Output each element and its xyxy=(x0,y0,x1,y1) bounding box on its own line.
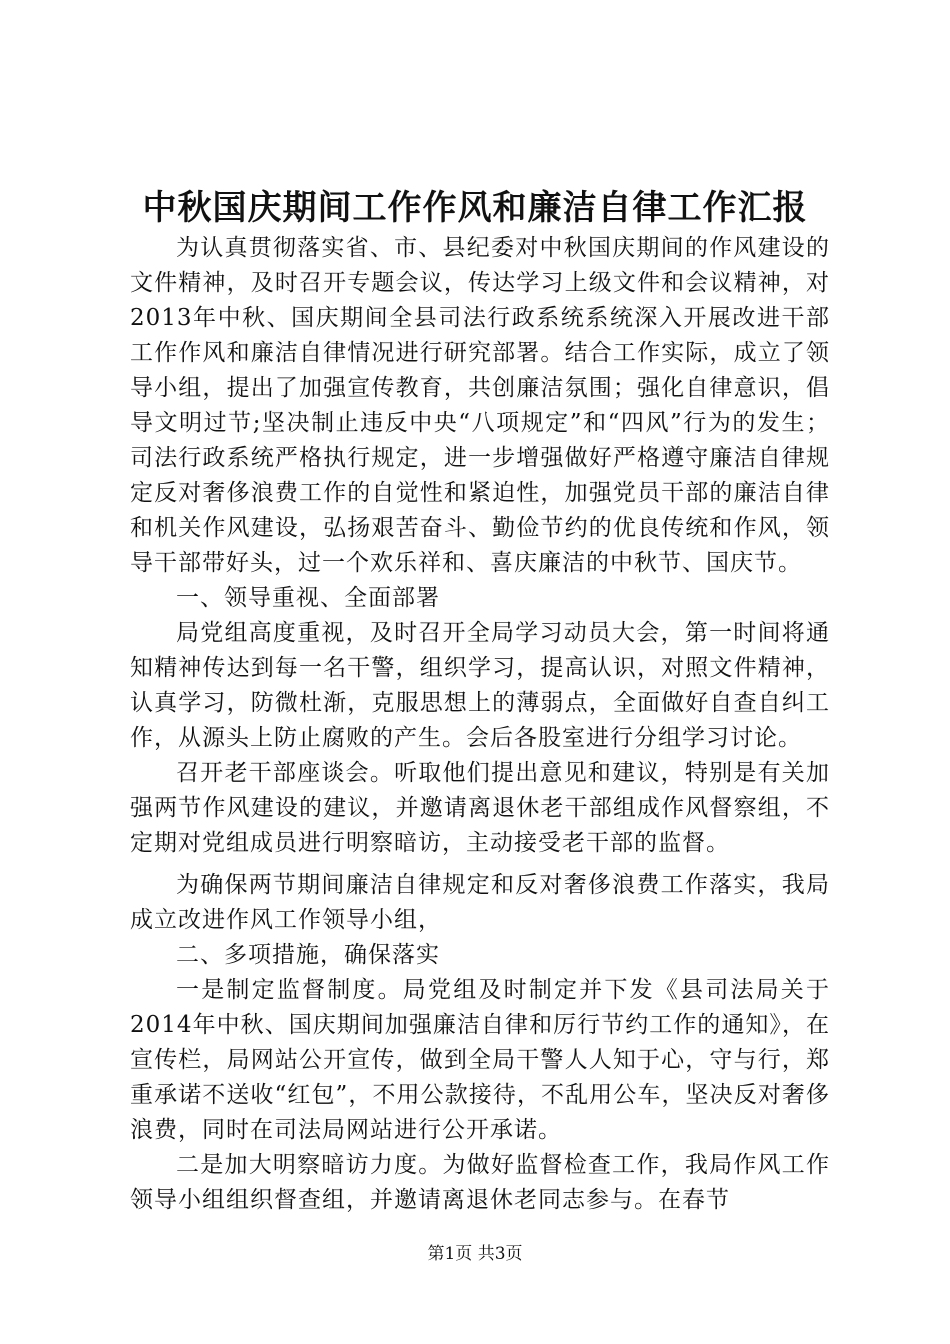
body-paragraph-1: 局党组高度重视，及时召开全局学习动员大会，第一时间将通知精神传达到每一名干警，组织学习，提高认识，对照文件精神，认真学习，防微杜渐，克服思想上的薄弱点，全面做好自查自纠工作，从源头上防止腐败的产生。会后各股室进行分组学习讨论。 xyxy=(130,620,830,751)
page-footer: 第1页 共3页 xyxy=(427,1244,523,1264)
section-heading-1: 一、领导重视、全面部署 xyxy=(176,585,440,611)
body-paragraph-2: 召开老干部座谈会。听取他们提出意见和建议，特别是有关加强两节作风建设的建议，并邀请离退休老干部组成作风督察组，不定期对党组成员进行明察暗访，主动接受老干部的监督。 xyxy=(130,760,830,856)
body-paragraph-4: 一是制定监督制度。局党组及时制定并下发《县司法局关于2014年中秋、国庆期间加强廉洁自律和厉行节约工作的通知》，在宣传栏，局网站公开宣传，做到全局干警人人知于心，守与行，郑重承诺不送收“红包”，不用公款接待，不乱用公车，坚决反对奢侈浪费，同时在司法局网站进行公开承诺。 xyxy=(130,977,830,1143)
document-body xyxy=(130,231,830,1218)
body-paragraph-3: 为确保两节期间廉洁自律规定和反对奢侈浪费工作落实，我局成立改进作风工作领导小组， xyxy=(130,872,830,933)
body-paragraph-5: 二是加大明察暗访力度。为做好监督检查工作，我局作风工作领导小组组织督查组，并邀请离退休老同志参与。在春节 xyxy=(130,1152,830,1213)
section-heading-2: 二、多项措施，确保落实 xyxy=(176,942,440,968)
intro-paragraph: 为认真贯彻落实省、市、县纪委对中秋国庆期间的作风建设的文件精神，及时召开专题会议，传达学习上级文件和会议精神，对2013年中秋、国庆期间全县司法行政系统系统深入开展改进干部工作作风和廉洁自律情况进行研究部署。结合工作实际，成立了领导小组，提出了加强宣传教育，共创廉洁氛围；强化自律意识，倡导文明过节;坚决制止违反中央“八项规定”和“四风”行为的发生；司法行政系统严格执行规定，进一步增强做好严格遵守廉洁自律规定反对奢侈浪费工作的自觉性和紧迫性，加强党员干部的廉洁自律和机关作风建设，弘扬艰苦奋斗、勤俭节约的优良传统和作风，领导干部带好头，过一个欢乐祥和、喜庆廉洁的中秋节、国庆节。 xyxy=(130,235,830,576)
document-title: 中秋国庆期间工作作风和廉洁自律工作汇报 xyxy=(142,188,808,228)
